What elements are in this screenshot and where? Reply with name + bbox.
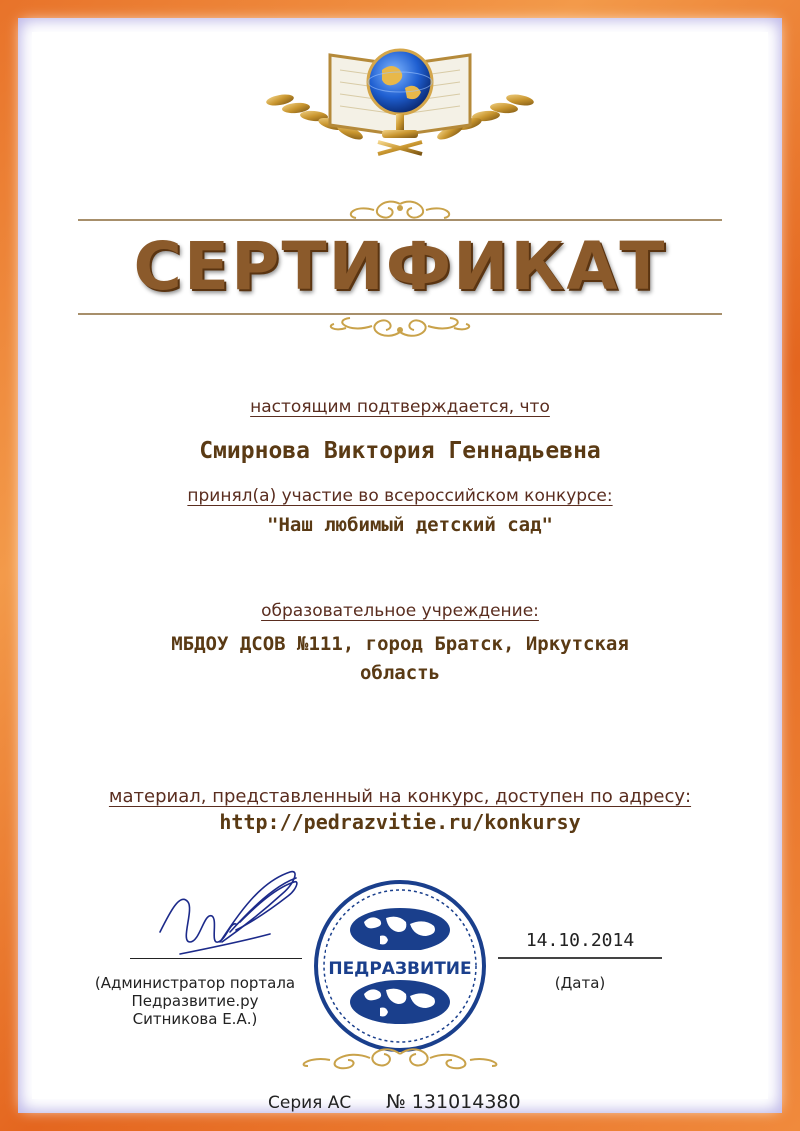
contest-name: "Наш любимый детский сад"	[267, 514, 553, 536]
certificate-title: СЕРТИФИКАТ	[133, 228, 667, 305]
date-caption: (Дата)	[554, 974, 606, 992]
ornament-flourish-icon	[78, 306, 722, 346]
admin-caption	[70, 974, 320, 1028]
admin-caption-line: Педразвитие.ру	[131, 992, 259, 1010]
institution-region: область	[359, 662, 441, 684]
series-label: Серия АС	[268, 1093, 352, 1113]
confirm-label: настоящим подтверждается, что	[250, 397, 550, 417]
admin-caption-line: Ситникова Е.А.)	[132, 1010, 258, 1028]
participation-label: принял(а) участие во всероссийском конкурсе:	[187, 486, 613, 506]
recipient-name: Смирнова Виктория Геннадьевна	[199, 438, 601, 464]
material-label: материал, представленный на конкурс, доступен по адресу:	[108, 786, 692, 807]
series-number: № 131014380	[386, 1091, 521, 1113]
ornament-flourish-icon	[280, 1036, 520, 1072]
admin-caption-line: (Администратор портала	[94, 974, 296, 992]
date-line	[498, 957, 662, 959]
institution-name: МБДОУ ДСОВ №111, город Братск, Иркутская	[171, 633, 629, 655]
material-url: http://pedrazvitie.ru/konkursy	[219, 810, 581, 834]
stamp-seal	[312, 878, 488, 1054]
stamp-seal-icon	[312, 878, 488, 1054]
institution-label: образовательное учреждение:	[261, 601, 539, 621]
globe-book-emblem-icon	[260, 30, 540, 160]
ornament-flourish-icon	[78, 196, 722, 226]
stamp-label: ПЕДРАЗВИТИЕ	[328, 959, 472, 979]
signature-icon	[150, 862, 310, 972]
date-value: 14.10.2014	[525, 930, 635, 951]
